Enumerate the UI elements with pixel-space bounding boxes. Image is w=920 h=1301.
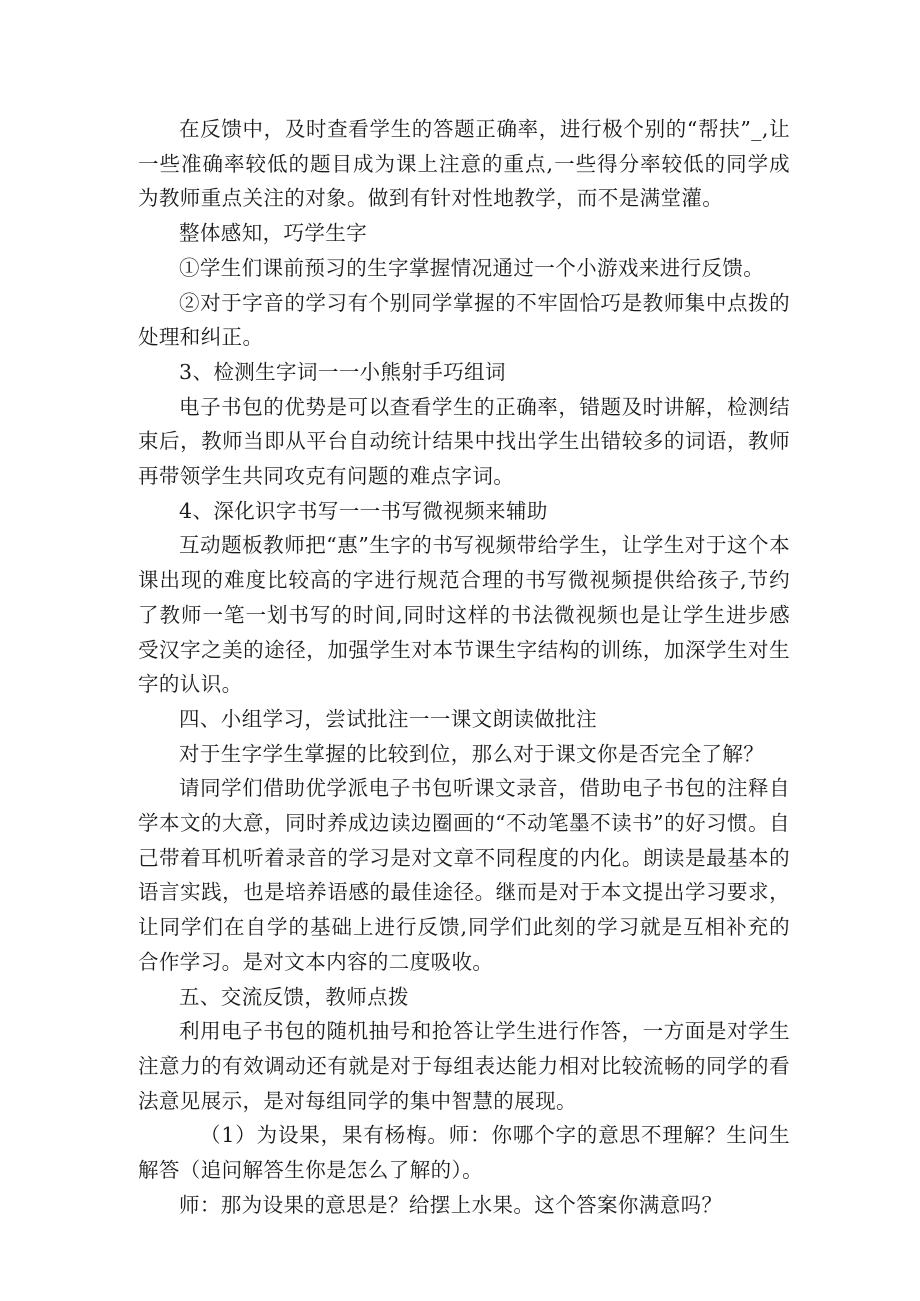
- paragraph-dialogue-1: （1）为设果，果有杨梅。师：你哪个字的意思不理解？生问生解答（追问解答生你是怎么了解的）。: [138, 1123, 790, 1183]
- heading-overall-perception: 整体感知，巧学生字: [179, 221, 368, 246]
- list-item-2: ②对于字音的学习有个别同学掌握的不牢固恰巧是教师集中点拨的处理和纠正。: [138, 290, 790, 350]
- paragraph-ebook-advantage: 电子书包的优势是可以查看学生的正确率，错题及时讲解，检测结束后，教师当即从平台自动统计结果中找出学生出错较多的词语，教师再带领学生共同攻克有问题的难点字词。: [138, 394, 790, 489]
- document-body: [138, 112, 790, 1223]
- heading-section-five: 五、交流反馈，教师点拨: [179, 984, 409, 1009]
- paragraph-writing-video: 互动题板教师把“惠”生字的书写视频带给学生，让学生对于这个本课出现的难度比较高的字进行规范合理的书写微视频提供给孩子,节约了教师一笔一划书写的时间,同时这样的书法微视频也是让学生进步感受汉字之美的途径，加强学生对本节课生字结构的训练，加深学生对生字的认识。: [138, 533, 790, 697]
- paragraph-question: 对于生字学生掌握的比较到位，那么对于课文你是否完全了解？: [179, 741, 765, 766]
- paragraph-reading: 请同学们借助优学派电子书包听课文录音，借助电子书包的注释自学本文的大意，同时养成边读边圈画的“不动笔墨不读书”的好习惯。自己带着耳机听着录音的学习是对文章不同程度的内化。朗读是最基本的语言实践，也是培养语感的最佳途径。继而是对于本文提出学习要求，让同学们在自学的基础上进行反馈,同学们此刻的学习就是互相补充的合作学习。是对文本内容的二度吸收。: [138, 776, 790, 974]
- paragraph-dialogue-2: 师：那为设果的意思是？给摆上水果。这个答案你满意吗？: [179, 1192, 723, 1217]
- heading-section-3: 3、检测生字词一一小熊射手巧组词: [179, 359, 506, 384]
- paragraph-random-answer: 利用电子书包的随机抽号和抢答让学生进行作答，一方面是对学生注意力的有效调动还有就是对于每组表达能力相对比较流畅的同学的看法意见展示，是对每组同学的集中智慧的展现。: [138, 1019, 790, 1113]
- list-item-1: ①学生们课前预习的生字掌握情况通过一个小游戏来进行反馈。: [179, 255, 765, 280]
- paragraph-feedback: 在反馈中，及时查看学生的答题正确率，进行极个别的“帮扶”_,让一些准确率较低的题目成为课上注意的重点,一些得分率较低的同学成为教师重点关注的对象。做到有针对性地教学，而不是满堂灌。: [138, 117, 791, 211]
- heading-section-4: 4、深化识字书写一一书写微视频来辅助: [179, 498, 548, 523]
- heading-section-four: 四、小组学习，尝试批注一一课文朗读做批注: [179, 706, 597, 731]
